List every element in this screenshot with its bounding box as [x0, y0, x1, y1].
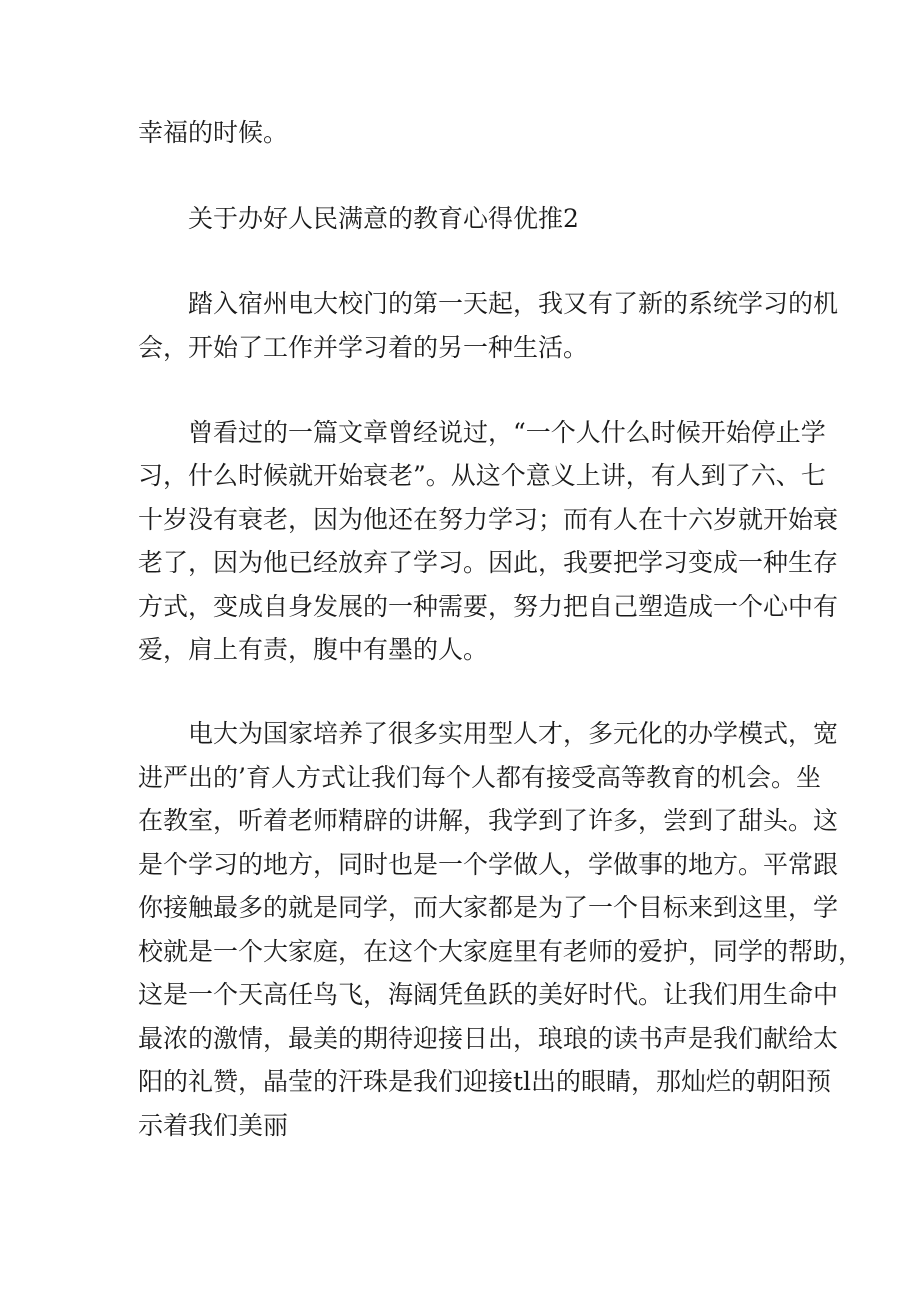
- paragraph-line: 会，开始了工作并学习着的另一种生活。: [138, 333, 589, 362]
- paragraph-line: 是个学习的地方，同时也是一个学做人，学做事的地方。平常跟: [138, 850, 839, 879]
- paragraph-line: 最浓的激情，最美的期待迎接日出，琅琅的读书声是我们献给太: [138, 1024, 839, 1053]
- paragraph-line: 进严出的’育人方式让我们每个人都有接受高等教育的机会。坐: [138, 763, 821, 792]
- paragraph-line: 电大为国家培养了很多实用型人才，多元化的办学模式，宽: [188, 719, 839, 748]
- paragraph-line: 校就是一个大家庭，在这个大家庭里有老师的爱护，同学的帮助，: [138, 937, 864, 966]
- paragraph-line: 踏入宿州电大校门的第一天起，我又有了新的系统学习的机: [188, 289, 839, 318]
- paragraph-line: 方式，变成自身发展的一种需要，努力把自己塑造成一个心中有: [138, 592, 839, 621]
- paragraph-line: 你接触最多的就是同学，而大家都是为了一个目标来到这里，学: [138, 893, 839, 922]
- paragraph-line: 习，什么时候就开始衰老”。从这个意义上讲，有人到了六、七: [138, 461, 826, 490]
- section-heading: 关于办好人民满意的教育心得优推2: [188, 204, 579, 233]
- paragraph-line: 爱，肩上有责，腹中有墨的人。: [138, 635, 489, 664]
- paragraph-line: 十岁没有衰老，因为他还在努力学习；而有人在十六岁就开始衰: [138, 505, 839, 534]
- paragraph-line: 老了，因为他已经放弃了学习。因此，我要把学习变成一种生存: [138, 548, 839, 577]
- paragraph-line: 曾看过的一篇文章曾经说过，“一个人什么时候开始停止学: [188, 418, 826, 447]
- paragraph-line: 这是一个天高任鸟飞，海阔凭鱼跃的美好时代。让我们用生命中: [138, 980, 839, 1009]
- paragraph-line: 阳的礼赞，晶莹的汗珠是我们迎接tl出的眼睛，那灿烂的朝阳预: [138, 1067, 832, 1096]
- paragraph-line: 示着我们美丽: [138, 1111, 289, 1140]
- paragraph-line: 在教室，听着老师精辟的讲解，我学到了许多，尝到了甜头。这: [138, 806, 839, 835]
- carryover-text: 幸福的时候。: [138, 118, 289, 147]
